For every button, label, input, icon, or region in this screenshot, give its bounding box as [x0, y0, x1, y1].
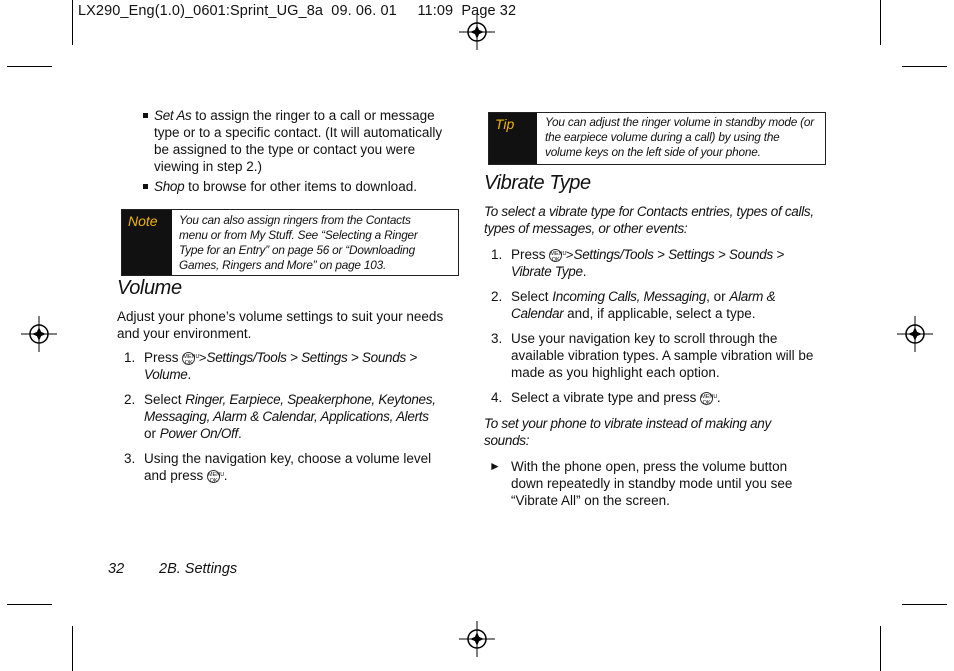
option-name: Shop: [154, 179, 185, 194]
crop-mark: [880, 0, 881, 45]
crop-mark: [902, 66, 947, 67]
tip-box: [488, 112, 826, 165]
section-heading: Volume: [117, 277, 182, 299]
crop-mark: [72, 0, 73, 45]
tip-text: You can adjust the ringer volume in standby mode (or the earpiece volume during a call) by using the volume keys on the left side of your phone.: [545, 115, 814, 159]
list-item-text: to browse for other items to download.: [184, 179, 417, 194]
step-number: 4.: [491, 390, 503, 405]
crop-mark: [72, 626, 73, 671]
step-number: 1.: [491, 247, 503, 262]
step-text: Press: [144, 350, 183, 365]
section-intro: To set your phone to vibrate instead of making any sounds:: [484, 416, 771, 448]
step-text: .: [237, 426, 242, 441]
crop-mark: [902, 604, 947, 605]
menu-ok-key-icon: MENU OK: [701, 394, 718, 406]
list-item-text: to assign the ringer to a call or message type or to a specific contact. (It will automatically be assigned to the type or contact you were viewing in step 2.): [154, 108, 443, 174]
menu-path: Settings/Tools > Settings > Sounds > Vibrate Type: [511, 247, 784, 279]
step-text: >: [562, 247, 574, 262]
menu-path: Ringer, Earpiece, Speakerphone, Keytones, Messaging, Alarm & Calendar, Applications, Alerts: [144, 392, 436, 424]
arrow-bullet-icon: ►: [489, 459, 501, 473]
step-number: 3.: [124, 451, 136, 466]
menu-path: Incoming Calls, Messaging: [552, 289, 707, 304]
print-slug: LX290_Eng(1.0)_0601:Sprint_UG_8a 09. 06. 01 11:09 Page 32: [78, 3, 517, 19]
step-number: 3.: [491, 331, 503, 346]
section-intro: Adjust your phone’s volume settings to suit your needs and your environment.: [117, 309, 444, 341]
step-text: and, if applicable, select a type.: [563, 306, 756, 321]
step-text: .: [187, 367, 192, 382]
menu-path: Settings/Tools > Settings > Sounds > Volume: [144, 350, 417, 382]
arrow-item-text: With the phone open, press the volume button down repeatedly in standby mode until you see “Vibrate All” on the screen.: [511, 459, 793, 508]
option-name: Set As: [154, 108, 192, 123]
step-text: .: [220, 468, 228, 483]
registration-mark-icon: [459, 621, 495, 657]
bullet-icon: [143, 184, 148, 189]
note-label: Note: [122, 210, 172, 275]
step-text: Select: [511, 289, 553, 304]
step-number: 2.: [491, 289, 503, 304]
step-text: >: [195, 350, 207, 365]
step-text: .: [713, 390, 721, 405]
page-number: 32: [108, 561, 125, 577]
menu-path: Alarm & Calendar: [511, 289, 776, 321]
note-box: [121, 209, 459, 276]
crop-mark: [880, 626, 881, 671]
step-text: Use your navigation key to scroll through the available vibration types. A sample vibration will be made as you highlight each option.: [511, 331, 814, 380]
step-text: , or: [706, 289, 730, 304]
registration-mark-icon: [897, 316, 933, 352]
menu-ok-key-icon: MENU OK: [208, 472, 225, 484]
list-item: [143, 107, 451, 175]
menu-path: Power On/Off: [159, 426, 238, 441]
step-number: 2.: [124, 392, 136, 407]
registration-mark-icon: [21, 316, 57, 352]
step-text: Select: [144, 392, 186, 407]
menu-ok-key-icon: MENU OK: [183, 354, 200, 366]
registration-mark-icon: [459, 14, 495, 50]
section-intro: To select a vibrate type for Contacts entries, types of calls, types of messages, or other events:: [484, 204, 814, 236]
step-text: or: [144, 426, 160, 441]
section-name: 2B. Settings: [159, 561, 238, 577]
note-text: You can also assign ringers from the Contacts menu or from My Stuff. See “Selecting a Ringer Type for an Entry” on page 56 or “Downloading Games, Ringers and More” on page 103.: [179, 213, 418, 272]
step-text: Using the navigation key, choose a volume level and press: [144, 451, 432, 483]
step-text: Select a vibrate type and press: [511, 390, 701, 405]
section-heading: Vibrate Type: [484, 172, 591, 194]
list-item: [143, 178, 451, 195]
crop-mark: [7, 604, 52, 605]
step-text: .: [582, 264, 587, 279]
step-text: Press: [511, 247, 550, 262]
menu-ok-key-icon: MENU OK: [550, 251, 567, 263]
step-number: 1.: [124, 350, 136, 365]
tip-label: Tip: [489, 113, 537, 164]
bullet-icon: [143, 113, 148, 118]
crop-mark: [7, 66, 52, 67]
